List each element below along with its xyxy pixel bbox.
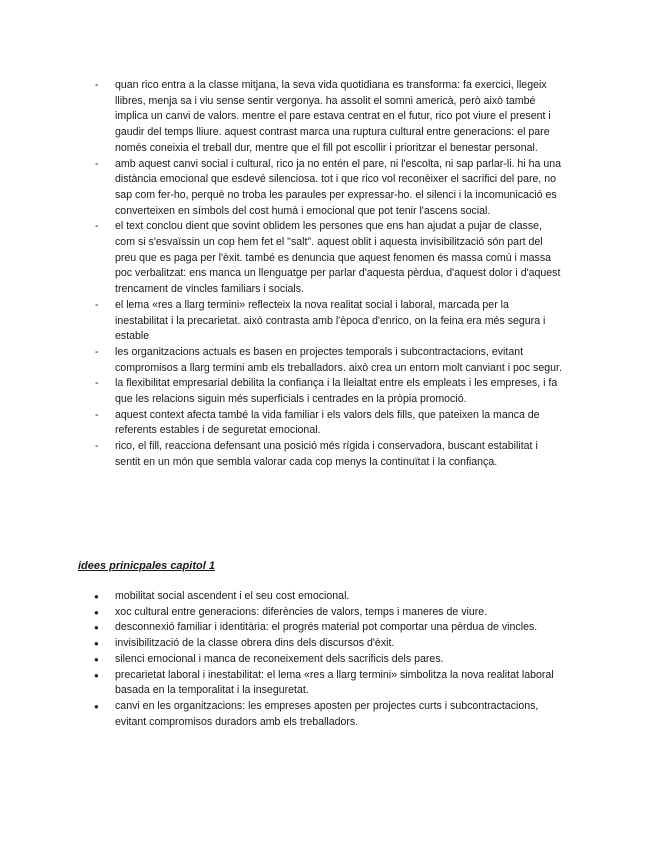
bullet-list [93, 589, 563, 730]
dash-item: - aquest context afecta també la vida familiar i els valors dels fills, que pateixen la manca de referents estables i de seguretat emocional. [93, 408, 563, 439]
bullet-item: ● canvi en les organitzacions: les empreses aposten per projectes curts i subcontractacions, evitant compromisos duradors amb els treballadors. [93, 699, 563, 730]
dash-item: - la flexibilitat empresarial debilita la confiança i la lleialtat entre els empleats i les empreses, i fa que les relacions siguin més superficials i centrades en la pròpia promoció. [93, 376, 563, 407]
dash-item: - el lema «res a llarg termini» reflecteix la nova realitat social i laboral, marcada per la inestabilitat i la precarietat. això contrasta amb l'època d'enrico, on la feina era més segura i estable [93, 298, 563, 345]
dash-item: - rico, el fill, reacciona defensant una posició més rígida i conservadora, buscant estabilitat i sentit en un món que sembla valorar cada cop menys la continuïtat i la confiança. [93, 439, 563, 470]
bullet-item: ● precarietat laboral i inestabilitat: el lema «res a llarg termini» simbolitza la nova realitat laboral basada en la temporalitat i la inseguretat. [93, 668, 563, 699]
bullet-item: ● mobilitat social ascendent i el seu cost emocional. [93, 589, 563, 605]
dash-item: - amb aquest canvi social i cultural, rico ja no entén el pare, ni l'escolta, ni sap parlar-li. hi ha una distància emocional que esdevé silenciosa. tot i que rico vol reconèixer el sacrifici del pare, no sap com fer-ho, perquè no troba les paraules per expressar-ho. el silenci i la incomunicació es converteixen en símbols del cost humà i emocional que pot tenir l'ascens social. [93, 157, 563, 220]
bullet-item: ● desconnexió familiar i identitària: el progrés material pot comportar una pèrdua de vincles. [93, 620, 563, 636]
bullet-item: ● invisibilització de la classe obrera dins dels discursos d'èxit. [93, 636, 563, 652]
bullet-item: ● xoc cultural entre generacions: diferències de valors, temps i maneres de viure. [93, 605, 563, 621]
dash-item: - les organitzacions actuals es basen en projectes temporals i subcontractacions, evitant compromisos a llarg termini amb els treballadors. això crea un entorn molt canviant i poc segur. [93, 345, 563, 376]
dash-list [93, 78, 563, 471]
bullet-item: ● silenci emocional i manca de reconeixement dels sacrificis dels pares. [93, 652, 563, 668]
dash-item: - el text conclou dient que sovint oblidem les persones que ens han ajudat a pujar de classe, com si s'esvaïssin un cop hem fet el "salt". aquest oblit i aquesta invisibilització són part del preu que es paga per l'èxit. també es denuncia que aquest fenomen és massa comú i massa poc verbalitzat: ens manca un llenguatge per parlar d'aquesta pèrdua, d'aquest dolor i d'aquest trencament de vincles familiars i socials. [93, 219, 563, 298]
section-heading: idees prinicpales capitol 1 [78, 560, 215, 572]
dash-item: - quan rico entra a la classe mitjana, la seva vida quotidiana es transforma: fa exercici, llegeix llibres, menja sa i viu sense sentir vergonya. ha assolit el somni americà, però això també implica un canvi de valors. mentre el pare estava centrat en el futur, rico pot viure el present i gaudir del temps lliure. aquest contrast marca una ruptura cultural entre generacions: el pare només coneixia el treball dur, mentre que el fill pot escollir i prioritzar el benestar personal. [93, 78, 563, 157]
